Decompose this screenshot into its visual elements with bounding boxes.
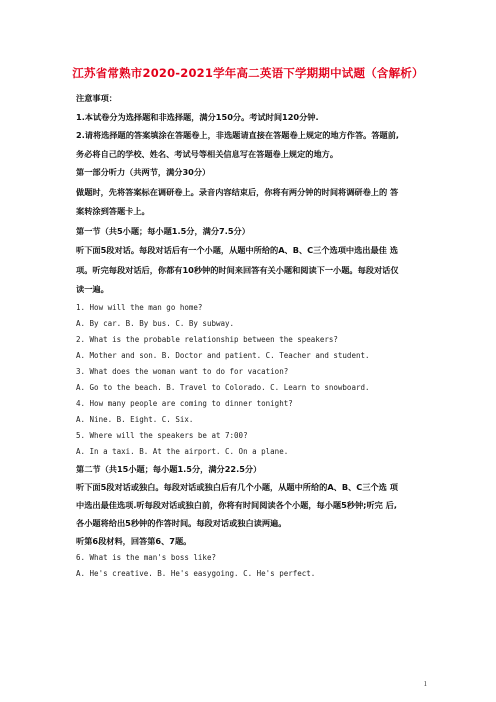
notice-item-1: 1.本试卷分为选择题和非选择题，满分150分。考试时间120分钟. — [76, 111, 319, 122]
document-body — [76, 89, 430, 582]
notice-item-2-line-2: 务必将自己的学校、姓名、考试号等相关信息写在答题卷上规定的地方。 — [76, 148, 339, 159]
question-1: 1. How will the man go home? — [76, 302, 203, 312]
section2-heading: 第二节（共15小题；每小题1.5分，满分22.5分） — [76, 463, 262, 474]
section2-instruction-line-1: 听下面5段对话或独白。每段对话或独白后有几个小题，从题中所给的A、B、C三个选 项 — [76, 481, 398, 492]
section1-heading: 第一节（共5小题；每小题1.5分，满分7.5分） — [76, 225, 250, 236]
question-3-options: A. Go to the beach. B. Travel to Colorado. C. Learn to snowboard. — [76, 382, 370, 392]
section1-instruction-line-2: 项。听完每段对话后，你都有10秒钟的时间来回答有关小题和阅读下一小题。每段对话仅 — [76, 264, 399, 275]
section2-instruction-line-2: 中选出最佳选项.听每段对话或独白前，你将有时间阅读各个小题，每小题5秒钟;听完 后, — [76, 499, 397, 510]
section1-instruction-line-3: 读一遍。 — [76, 284, 109, 294]
notice-item-2-line-1: 2.请将选择题的答案填涂在答题卷上，非选题请直接在答题卷上规定的地方作答。答题前, — [76, 130, 400, 140]
question-5-options: A. In a taxi. B. At the airport. C. On a plane. — [76, 446, 289, 456]
document-title: 江苏省常熟市2020-2021学年高二英语下学期期中试题（含解析） — [72, 66, 424, 80]
section1-instruction-line-1: 听下面5段对话。每段对话后有一个小题，从题中所给的A、B、C三个选项中选出最佳 选 — [76, 245, 398, 255]
part1-instruction-line-1: 做题时，先将答案标在调研卷上。录音内容结束后，你将有两分钟的时间将调研卷上的 答 — [76, 186, 399, 197]
question-4-options: A. Nine. B. Eight. C. Six. — [76, 414, 194, 424]
notice-heading: 注意事项： — [76, 93, 117, 103]
question-3: 3. What does the woman want to do for vacation? — [76, 366, 289, 376]
question-6-options: A. He's creative. B. He's easygoing. C. He's perfect. — [76, 568, 316, 578]
question-4: 4. How many people are coming to dinner tonight? — [76, 398, 293, 408]
material-6-heading: 听第6段材料，回答第6、7题。 — [76, 535, 192, 546]
section2-instruction-line-3: 各小题将给出5秒钟的作答时间。每段对话或独白读两遍。 — [76, 517, 287, 528]
question-2: 2. What is the probable relationship between the speakers? — [76, 334, 338, 344]
question-6: 6. What is the man's boss like? — [76, 552, 216, 562]
question-2-options: A. Mother and son. B. Doctor and patient. C. Teacher and student. — [76, 350, 370, 360]
page-number: 1 — [423, 680, 427, 688]
question-5: 5. Where will the speakers be at 7:00? — [76, 430, 248, 440]
part1-instruction-line-2: 案转涂到答题卡上。 — [76, 206, 150, 216]
question-1-options: A. By car. B. By bus. C. By subway. — [76, 318, 235, 328]
part1-heading: 第一部分听力（共两节，满分30分） — [76, 167, 211, 177]
